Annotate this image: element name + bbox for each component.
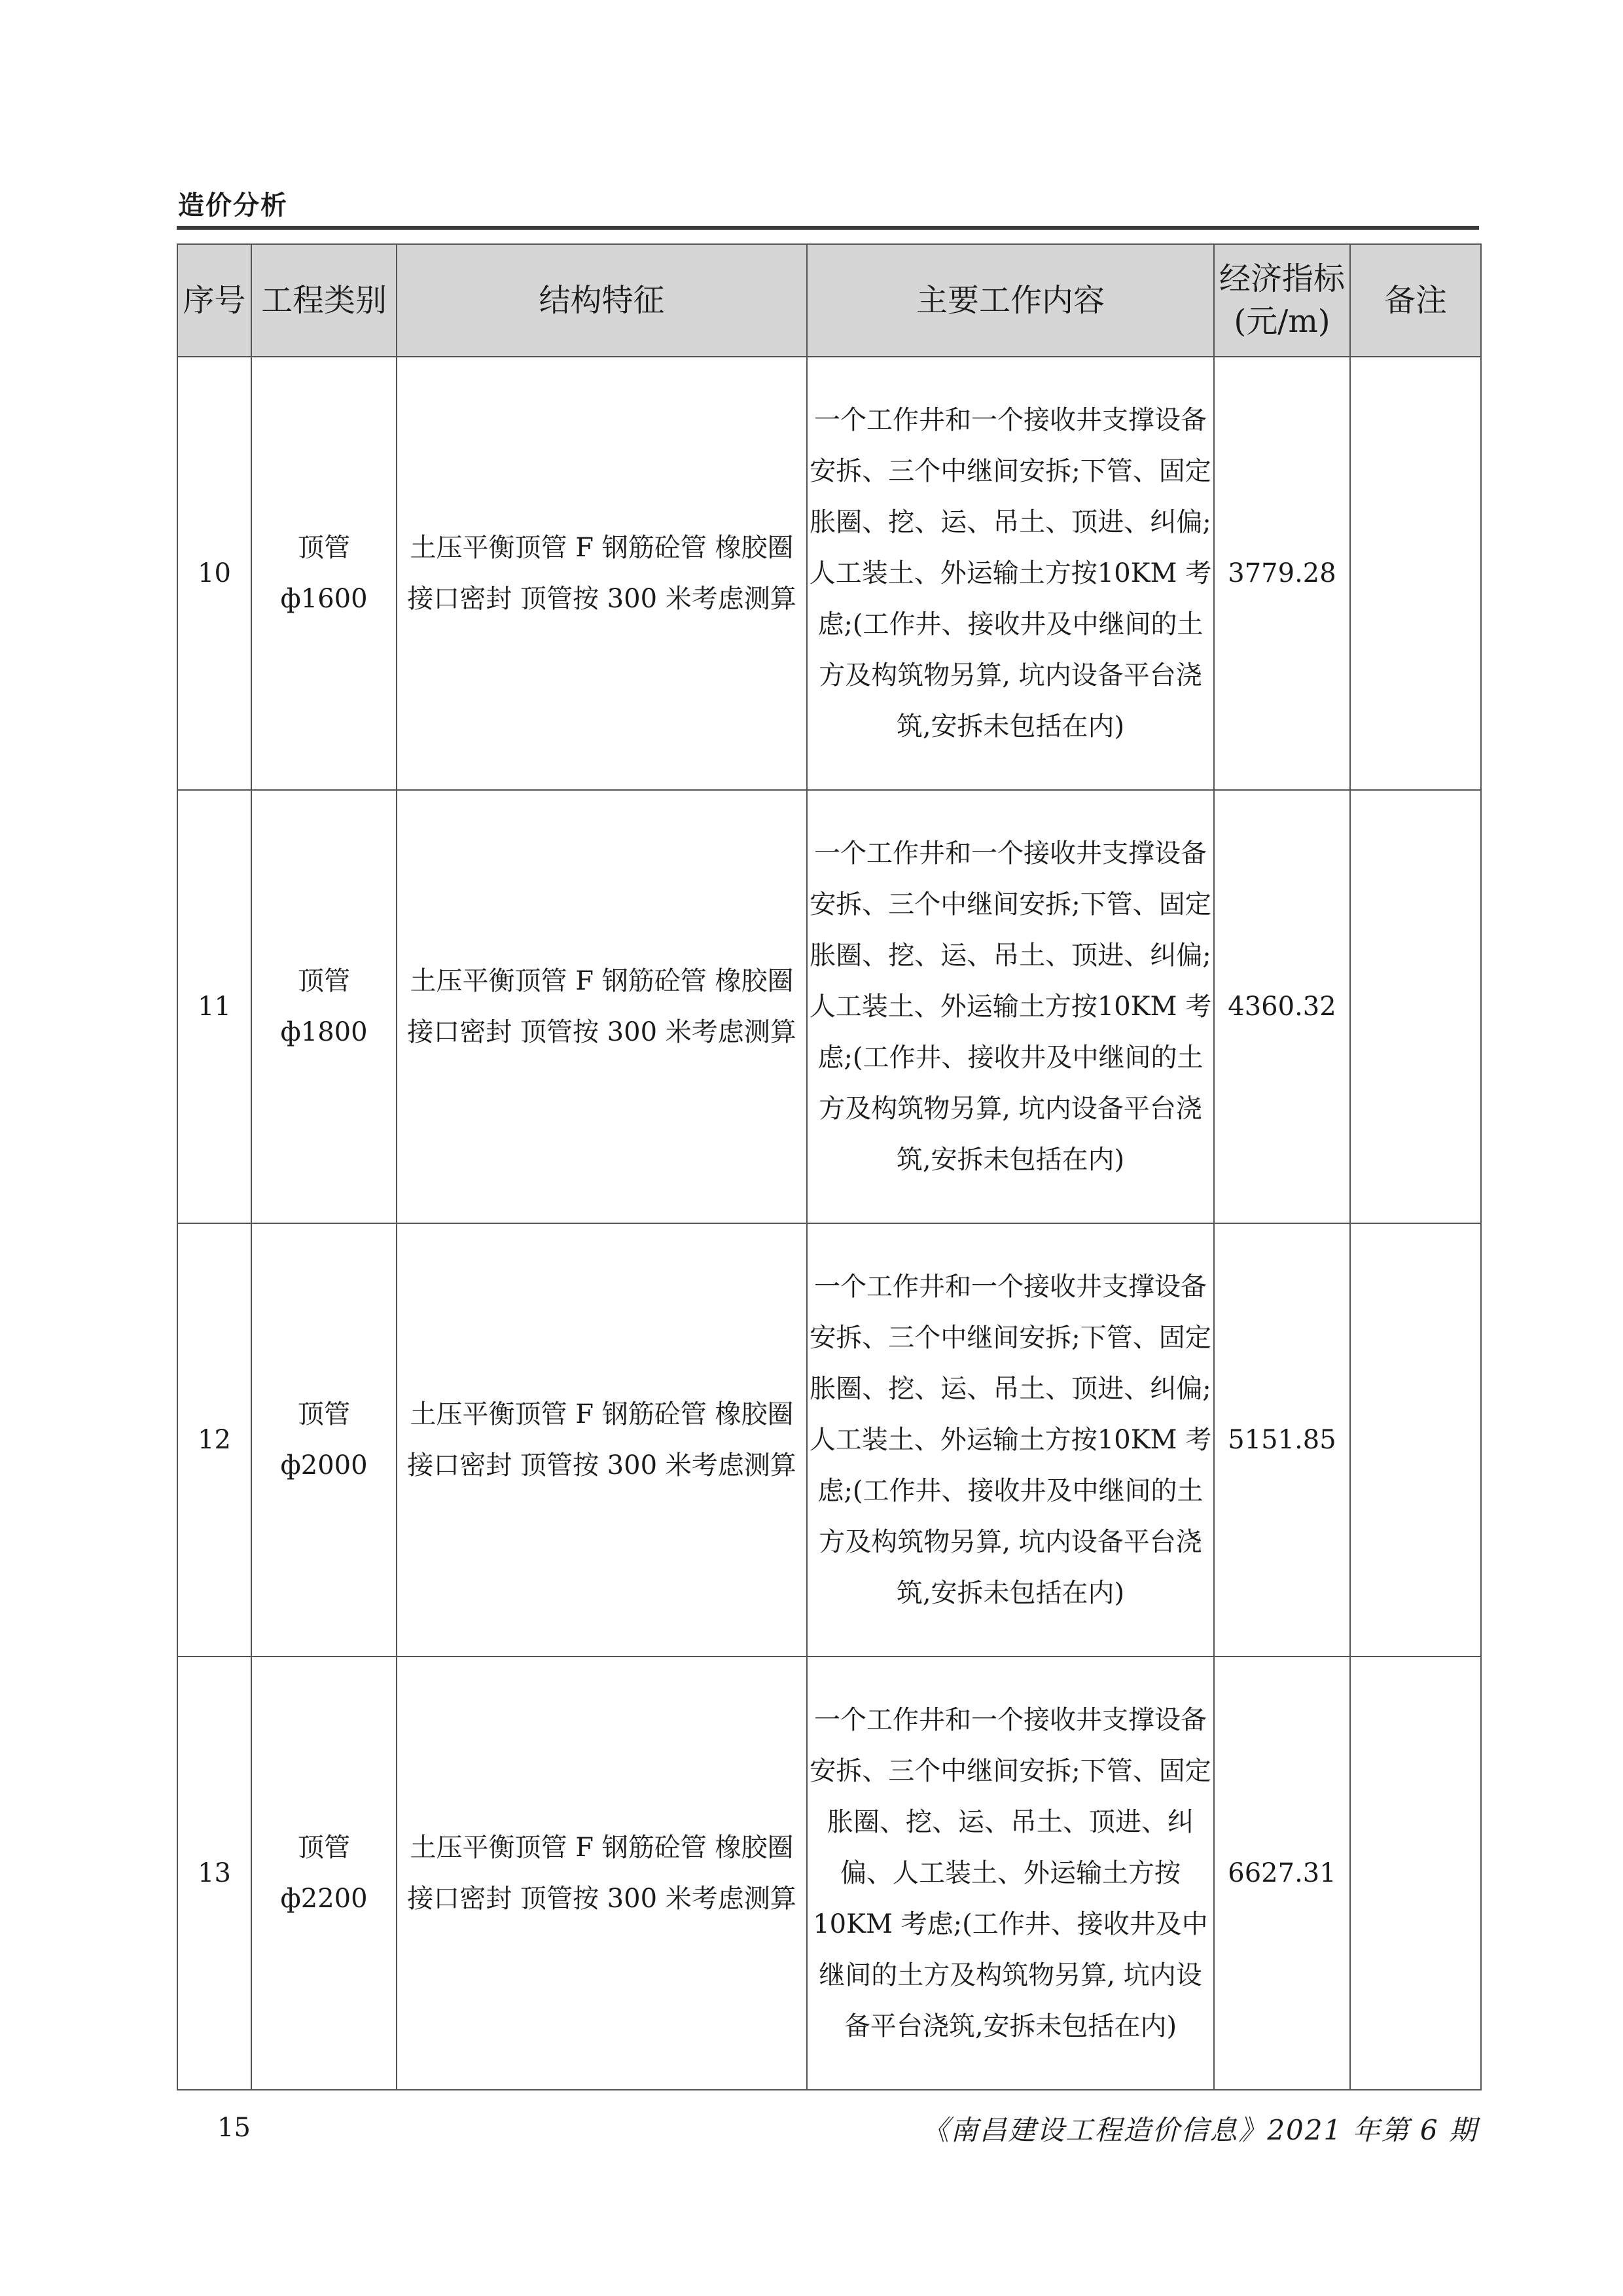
category-diameter: ф2000 xyxy=(280,1450,368,1480)
cell-category xyxy=(251,790,397,1223)
header-index xyxy=(1214,244,1350,357)
cell-content: 一个工作井和一个接收井支撑设备安拆、三个中继间安拆;下管、固定胀圈、挖、运、吊土、顶进、纠偏; 人工装土、外运输土方按10KM 考虑;(工作井、接收井及中继间的土方及构筑物另算, 坑内设备平台浇筑,安拆未包括在内) xyxy=(807,1223,1214,1657)
table-row xyxy=(177,1657,1481,2090)
category-name: 顶管 xyxy=(298,1399,350,1429)
page-number: 15 xyxy=(217,2113,251,2143)
category-diameter: ф1600 xyxy=(280,584,368,614)
category-name: 顶管 xyxy=(298,533,350,563)
cell-category xyxy=(251,1223,397,1657)
category-diameter: ф1800 xyxy=(280,1017,368,1047)
cell-remark xyxy=(1350,790,1481,1223)
cell-index: 4360.32 xyxy=(1214,790,1350,1223)
cost-index-table xyxy=(177,243,1482,2090)
cell-content: 一个工作井和一个接收井支撑设备安拆、三个中继间安拆;下管、固定胀圈、挖、运、吊土、顶进、纠偏; 人工装土、外运输土方按10KM 考虑;(工作井、接收井及中继间的土方及构筑物另算, 坑内设备平台浇筑,安拆未包括在内) xyxy=(807,790,1214,1223)
table-header-row xyxy=(177,244,1481,357)
header-content: 主要工作内容 xyxy=(807,244,1214,357)
cell-remark xyxy=(1350,357,1481,790)
category-diameter: ф2200 xyxy=(280,1884,368,1914)
cell-structure: 土压平衡顶管 F 钢筋砼管 橡胶圈接口密封 顶管按 300 米考虑测算 xyxy=(397,790,807,1223)
cell-remark xyxy=(1350,1223,1481,1657)
header-category: 工程类别 xyxy=(251,244,397,357)
category-name: 顶管 xyxy=(298,966,350,996)
header-index-unit: (元/m) xyxy=(1234,303,1330,340)
cell-no: 13 xyxy=(177,1657,251,2090)
cell-structure: 土压平衡顶管 F 钢筋砼管 橡胶圈接口密封 顶管按 300 米考虑测算 xyxy=(397,1657,807,2090)
header-structure: 结构特征 xyxy=(397,244,807,357)
cell-content: 一个工作井和一个接收井支撑设备安拆、三个中继间安拆;下管、固定胀圈、挖、运、吊土、顶进、纠偏、人工装土、外运输土方按10KM 考虑;(工作井、接收井及中继间的土方及构筑物另算, 坑内设备平台浇筑,安拆未包括在内) xyxy=(807,1657,1214,2090)
cell-index: 5151.85 xyxy=(1214,1223,1350,1657)
cell-no: 11 xyxy=(177,790,251,1223)
cell-category xyxy=(251,357,397,790)
header-index-label: 经济指标 xyxy=(1219,260,1345,298)
cell-remark xyxy=(1350,1657,1481,2090)
table-row xyxy=(177,790,1481,1223)
category-name: 顶管 xyxy=(298,1833,350,1863)
cell-no: 10 xyxy=(177,357,251,790)
header-no: 序号 xyxy=(177,244,251,357)
header-remark: 备注 xyxy=(1350,244,1481,357)
publication-title: 《南昌建设工程造价信息》2021 年第 6 期 xyxy=(921,2114,1478,2146)
table-row xyxy=(177,1223,1481,1657)
cell-category xyxy=(251,1657,397,2090)
cell-no: 12 xyxy=(177,1223,251,1657)
title-divider xyxy=(177,226,1479,230)
cell-structure: 土压平衡顶管 F 钢筋砼管 橡胶圈接口密封 顶管按 300 米考虑测算 xyxy=(397,357,807,790)
cell-index: 3779.28 xyxy=(1214,357,1350,790)
table-row xyxy=(177,357,1481,790)
section-title: 造价分析 xyxy=(178,190,288,221)
cell-index: 6627.31 xyxy=(1214,1657,1350,2090)
cell-structure: 土压平衡顶管 F 钢筋砼管 橡胶圈接口密封 顶管按 300 米考虑测算 xyxy=(397,1223,807,1657)
cell-content: 一个工作井和一个接收井支撑设备安拆、三个中继间安拆;下管、固定胀圈、挖、运、吊土、顶进、纠偏; 人工装土、外运输土方按10KM 考虑;(工作井、接收井及中继间的土方及构筑物另算, 坑内设备平台浇筑,安拆未包括在内) xyxy=(807,357,1214,790)
